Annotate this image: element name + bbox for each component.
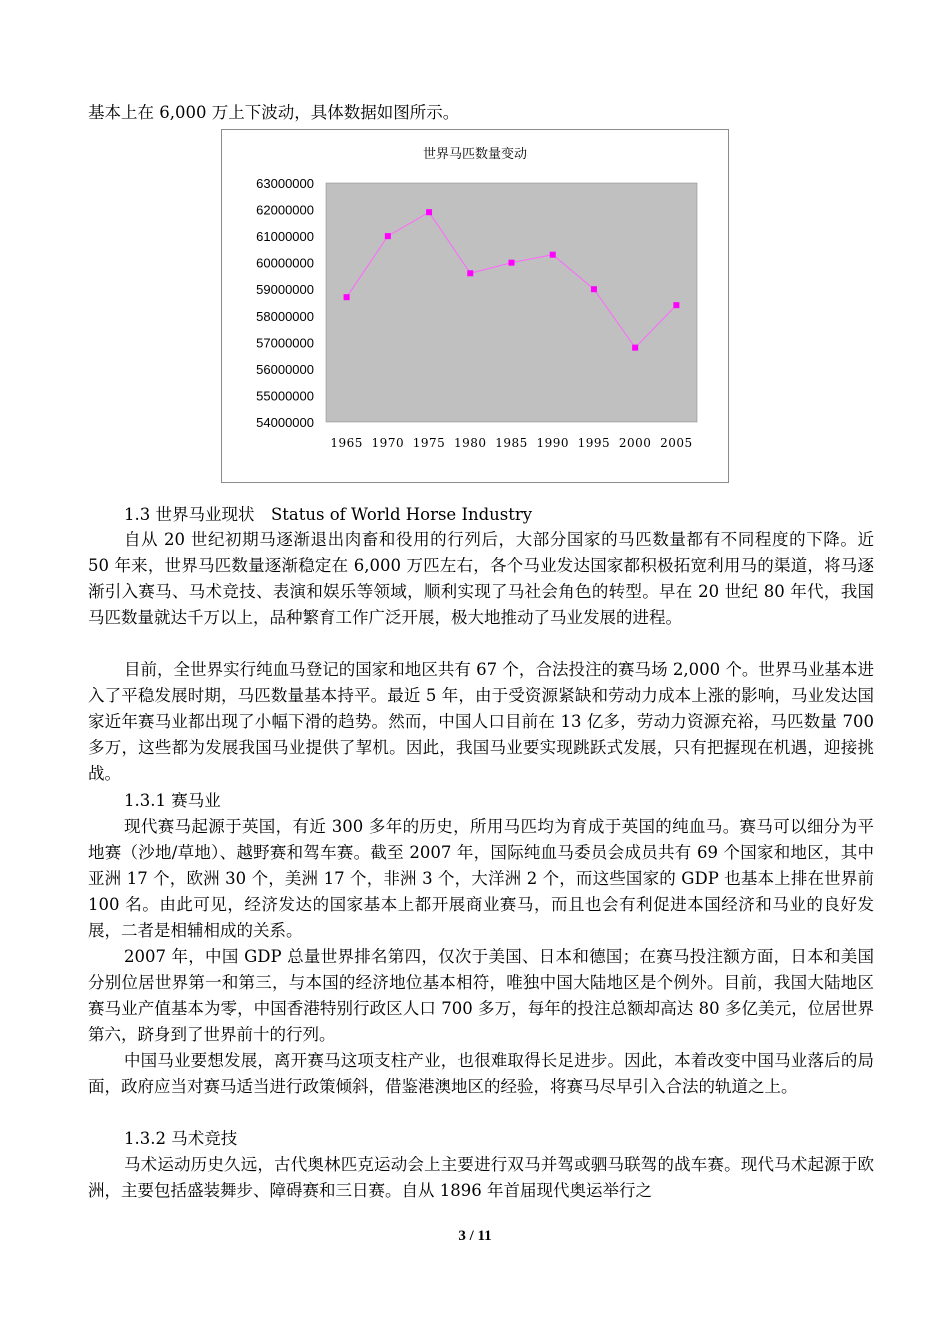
section-1-3-1-paragraph-1: 现代赛马起源于英国，有近 300 多年的历史，所用马匹均为育成于英国的纯血马。赛马可以细分为平地赛（沙地/草地）、越野赛和驾车赛。截至 2007 年，国际纯血马委员会成员共有 69 个国家和地区，其中亚洲 17 个，欧洲 30 个，美洲 17 个，非洲 3 个，大洋洲 2 个，而这些国家的 GDP 也基本上排在世界前 100 名。由此可见，经济发达的国家基本上都开展商业赛马，而且也会有利促进本国经济和马业的良好发展，二者是相辅相成的关系。 [88,817,874,940]
intro-line: 基本上在 6,000 万上下波动，具体数据如图所示。 [88,103,460,122]
section-1-3-2-heading: 1.3.2 马术竞技 [124,1129,238,1148]
data-point [344,294,350,300]
x-tick-label: 1970 [371,436,405,450]
y-tick-label: 62000000 [256,202,314,218]
y-tick-label: 54000000 [256,415,314,430]
section-1-3-paragraph-1: 自从 20 世纪初期马逐渐退出肉畜和役用的行列后，大部分国家的马匹数量都有不同程度的下降。近 50 年来，世界马匹数量逐渐稳定在 6,000 万匹左右，各个马业发达国家都积极拓宽利用马的渠道，将马逐渐引入赛马、马术竞技、表演和娱乐等领域，顺利实现了马社会角色的转型。早在 20 世纪 80 年代，我国马匹数量就达千万以上，品种繁育工作广泛开展，极大地推动了马业发展的进程。 [88,530,874,627]
y-tick-label: 56000000 [256,361,314,377]
x-tick-label: 1965 [330,436,363,450]
page-total: 11 [477,1228,492,1244]
y-tick-label: 57000000 [256,335,314,351]
x-tick-label: 1975 [412,436,446,450]
page-separator: / [465,1228,478,1244]
section-1-3-2-paragraph-1: 马术运动历史久远，古代奥林匹克运动会上主要进行双马并驾或驷马联驾的战车赛。现代马术起源于欧洲，主要包括盛装舞步、障碍赛和三日赛。自从 1896 年首届现代奥运举行之 [88,1155,874,1200]
section-1-3-paragraph-2: 目前，全世界实行纯血马登记的国家和地区共有 67 个，合法投注的赛马场 2,000 个。世界马业基本进入了平稳发展时期，马匹数量基本持平。最近 5 年，由于受资源紧缺和劳动力成本上涨的影响，马业发达国家近年赛马业都出现了小幅下滑的趋势。然而，中国人口目前在 13 亿多，劳动力资源充裕，马匹数量 700 多万，这些都为发展我国马业提供了挈机。因此，我国马业要实现跳跃式发展，只有把握现在机遇，迎接挑战。 [88,660,874,783]
y-tick-label: 55000000 [256,388,314,404]
section-1-3-1-paragraph-3: 中国马业要想发展，离开赛马这项支柱产业，也很难取得长足进步。因此，本着改变中国马业落后的局面，政府应当对赛马适当进行政策倾斜，借鉴港澳地区的经验，将赛马尽早引入合法的轨道之上。 [88,1051,874,1096]
page-current: 3 [458,1228,466,1244]
y-tick-label: 59000000 [256,282,314,298]
data-point [673,302,679,308]
section-1-3-1-paragraph-2: 2007 年，中国 GDP 总量世界排名第四，仅次于美国、日本和德国；在赛马投注额方面，日本和美国分别位居世界第一和第三，与本国的经济地位基本相符，唯独中国大陆地区是个例外。目前，我国大陆地区赛马业产值基本为零，中国香港特别行政区人口 700 多万，每年的投注总额却高达 80 多亿美元，位居世界第六，跻身到了世界前十的行列。 [88,947,874,1044]
x-tick-label: 1985 [495,436,528,450]
data-point [467,270,473,276]
page-number [0,1228,950,1245]
data-point [385,233,391,239]
data-point [591,286,597,292]
data-point [509,260,515,266]
y-tick-label: 58000000 [256,308,314,324]
x-tick-label: 2005 [660,436,693,450]
x-tick-label: 1980 [454,436,487,450]
data-point [426,209,432,215]
chart-svg [222,130,728,482]
chart-title: 世界马匹数量变动 [422,147,528,162]
x-tick-label: 1990 [536,436,569,450]
plot-area [326,183,697,422]
data-point [550,252,556,258]
section-1-3-1-heading: 1.3.1 赛马业 [124,791,221,810]
y-tick-label: 63000000 [256,176,314,191]
data-point [632,345,638,351]
y-tick-label: 61000000 [256,229,314,245]
x-tick-label: 1995 [577,436,611,450]
y-tick-label: 60000000 [256,255,314,271]
horse-count-chart [221,129,729,483]
x-tick-label: 2000 [618,436,652,450]
section-1-3-heading: 1.3 世界马业现状 Status of World Horse Industry [124,505,533,524]
